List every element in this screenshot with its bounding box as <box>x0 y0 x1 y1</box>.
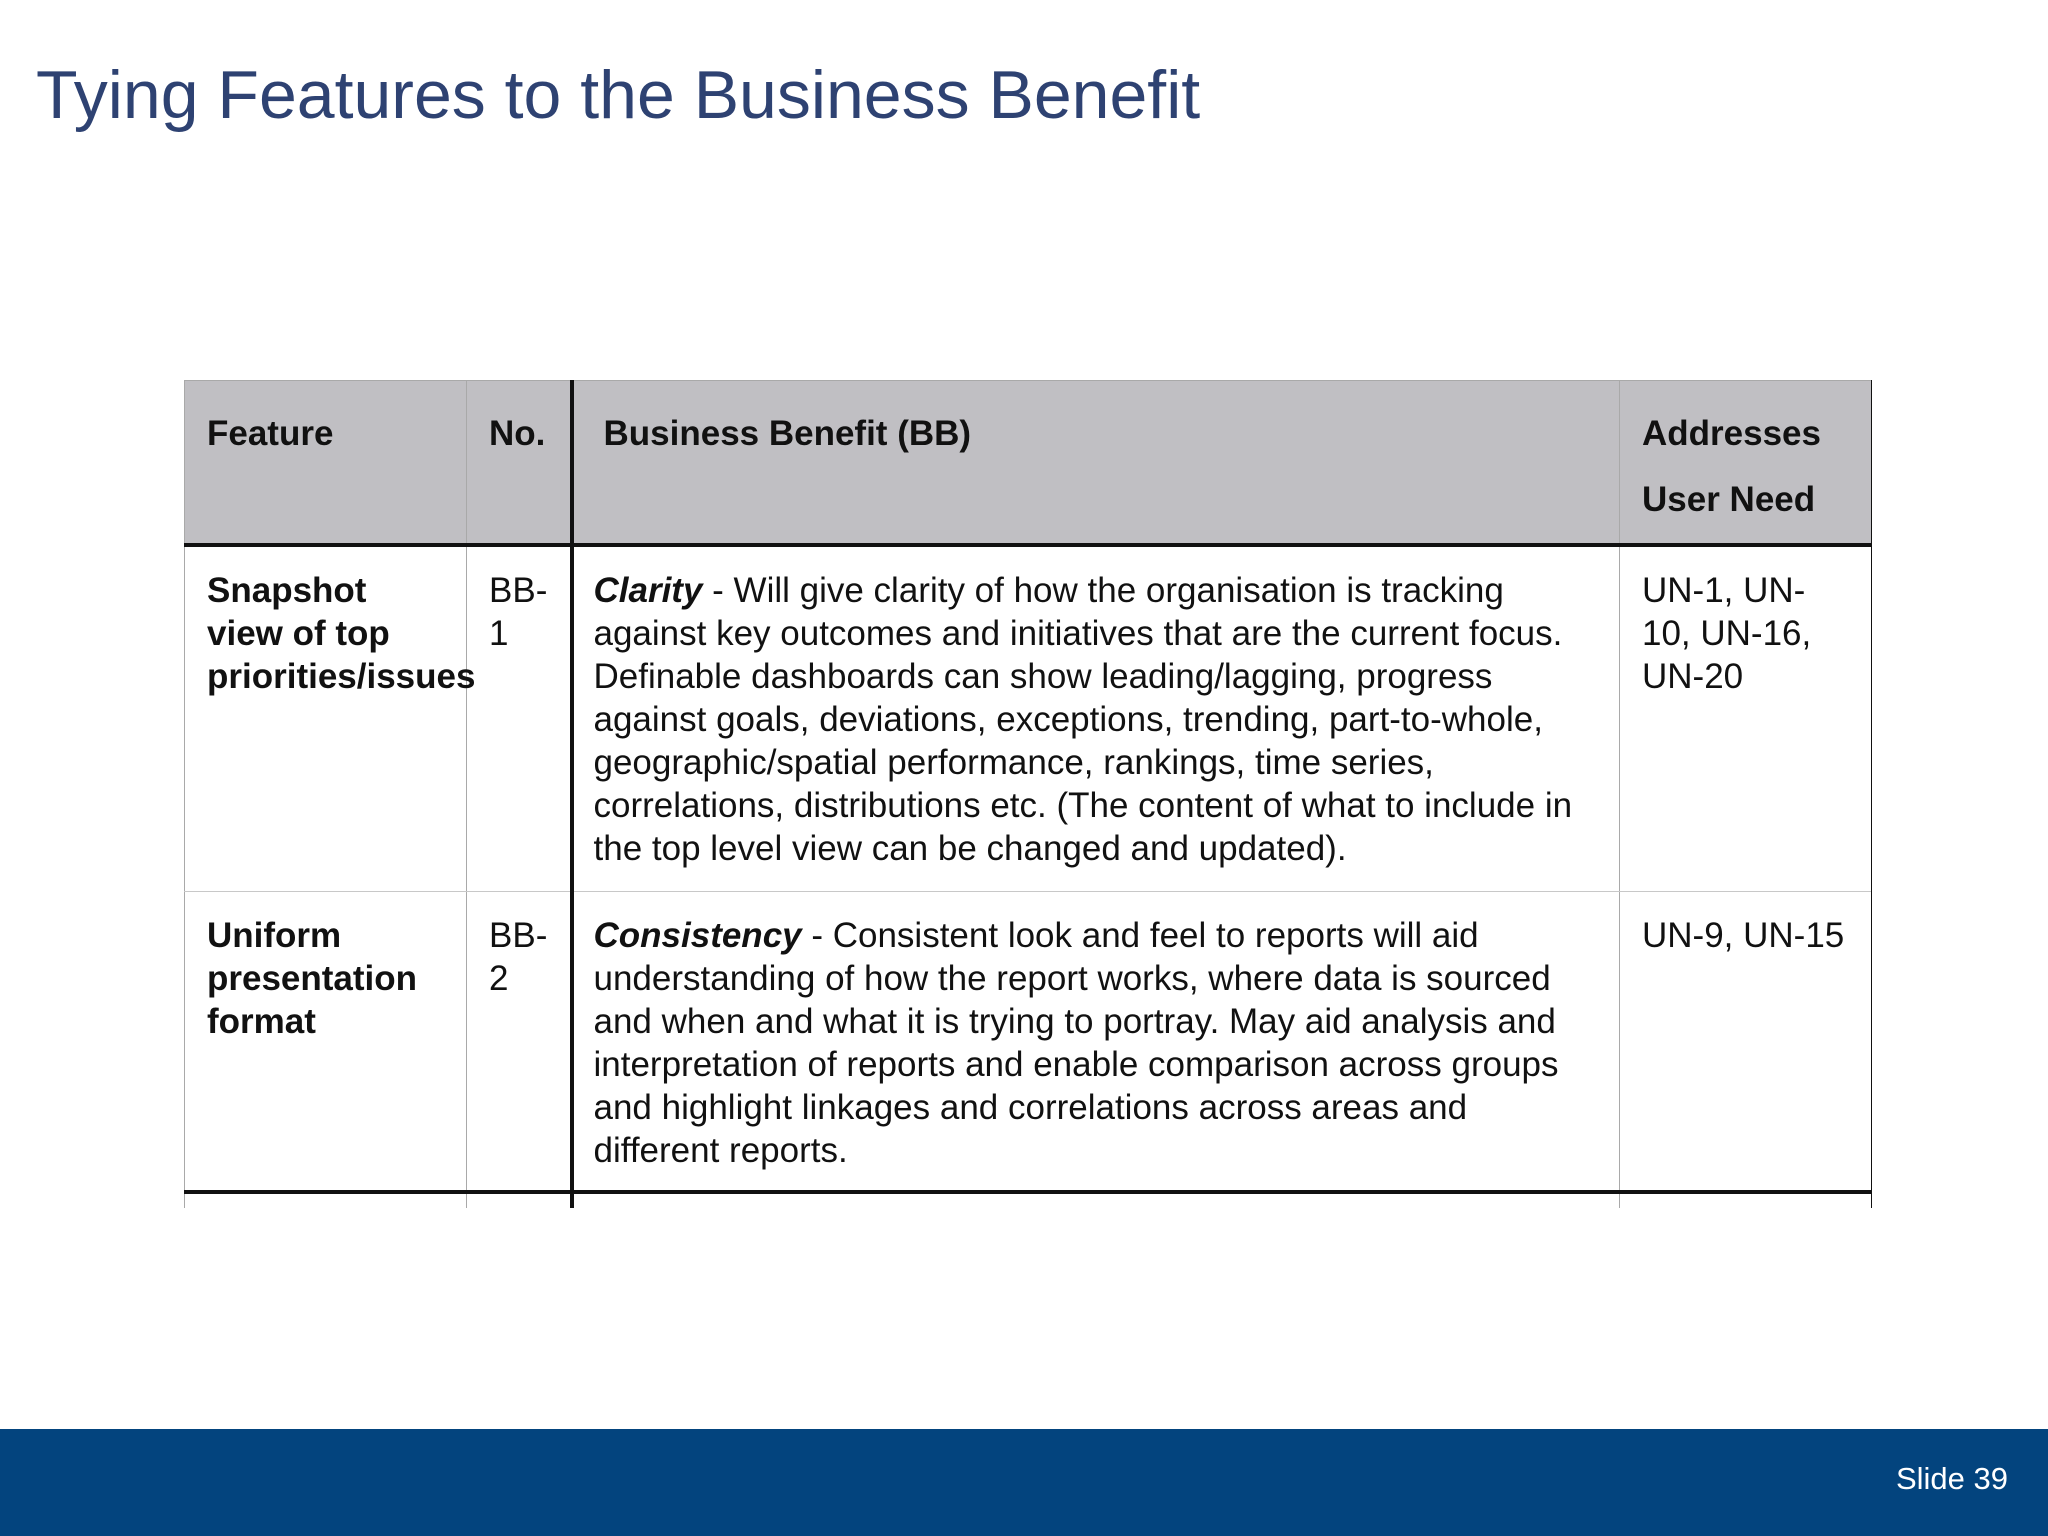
header-no: No. <box>467 381 572 546</box>
table-row <box>185 891 1873 1192</box>
slide-number: Slide 39 <box>1895 1461 2008 1496</box>
feature-cell: Uniform presentation format <box>185 891 467 1192</box>
benefit-title: Clarity <box>593 571 703 610</box>
header-business-benefit: Business Benefit (BB) <box>572 381 1620 546</box>
slide-title: Tying Features to the Business Benefit <box>36 57 1201 133</box>
benefit-title: Consistency <box>593 915 802 955</box>
features-table-container <box>184 380 1872 1208</box>
empty-cell <box>467 1192 572 1209</box>
benefit-description: - Will give clarity of how the organisation is tracking against key outcomes and initiatives that are the current focus. Definable dashboards can show leading/lagging, progress against goals, deviations, exceptions, trending, part-to-whole, geographic/spatial performance, rankings, time series, correlations, distributions etc. (The content of what to include in the top level view can be changed and updated). <box>593 571 1573 868</box>
empty-cell <box>185 1192 467 1209</box>
table-row <box>185 545 1873 891</box>
table-row-cut-off <box>185 1192 1873 1209</box>
benefit-number-cell: BB-2 <box>467 891 572 1192</box>
benefit-description: - Consistent look and feel to reports will aid understanding of how the report works, where data is sourced and when and what it is trying to portray. May aid analysis and interpretation of reports and enable comparison across groups and highlight linkages and correlations across areas and different reports. <box>593 915 1559 1170</box>
features-table <box>184 380 1872 1208</box>
user-need-cell: UN-1, UN-10, UN-16, UN-20 <box>1620 545 1873 891</box>
feature-cell: Snapshot view of top priorities/issues <box>185 545 467 891</box>
business-benefit-cell <box>572 545 1620 891</box>
business-benefit-cell <box>572 891 1620 1192</box>
user-need-cell: UN-9, UN-15 <box>1620 891 1873 1192</box>
empty-cell <box>572 1192 1620 1209</box>
header-feature: Feature <box>185 381 467 546</box>
benefit-number-cell: BB-1 <box>467 545 572 891</box>
empty-cell <box>1620 1192 1873 1209</box>
table-header-row <box>185 381 1873 546</box>
footer-bar <box>0 1429 2048 1536</box>
header-addresses-user-need: Addresses User Need <box>1620 381 1873 546</box>
